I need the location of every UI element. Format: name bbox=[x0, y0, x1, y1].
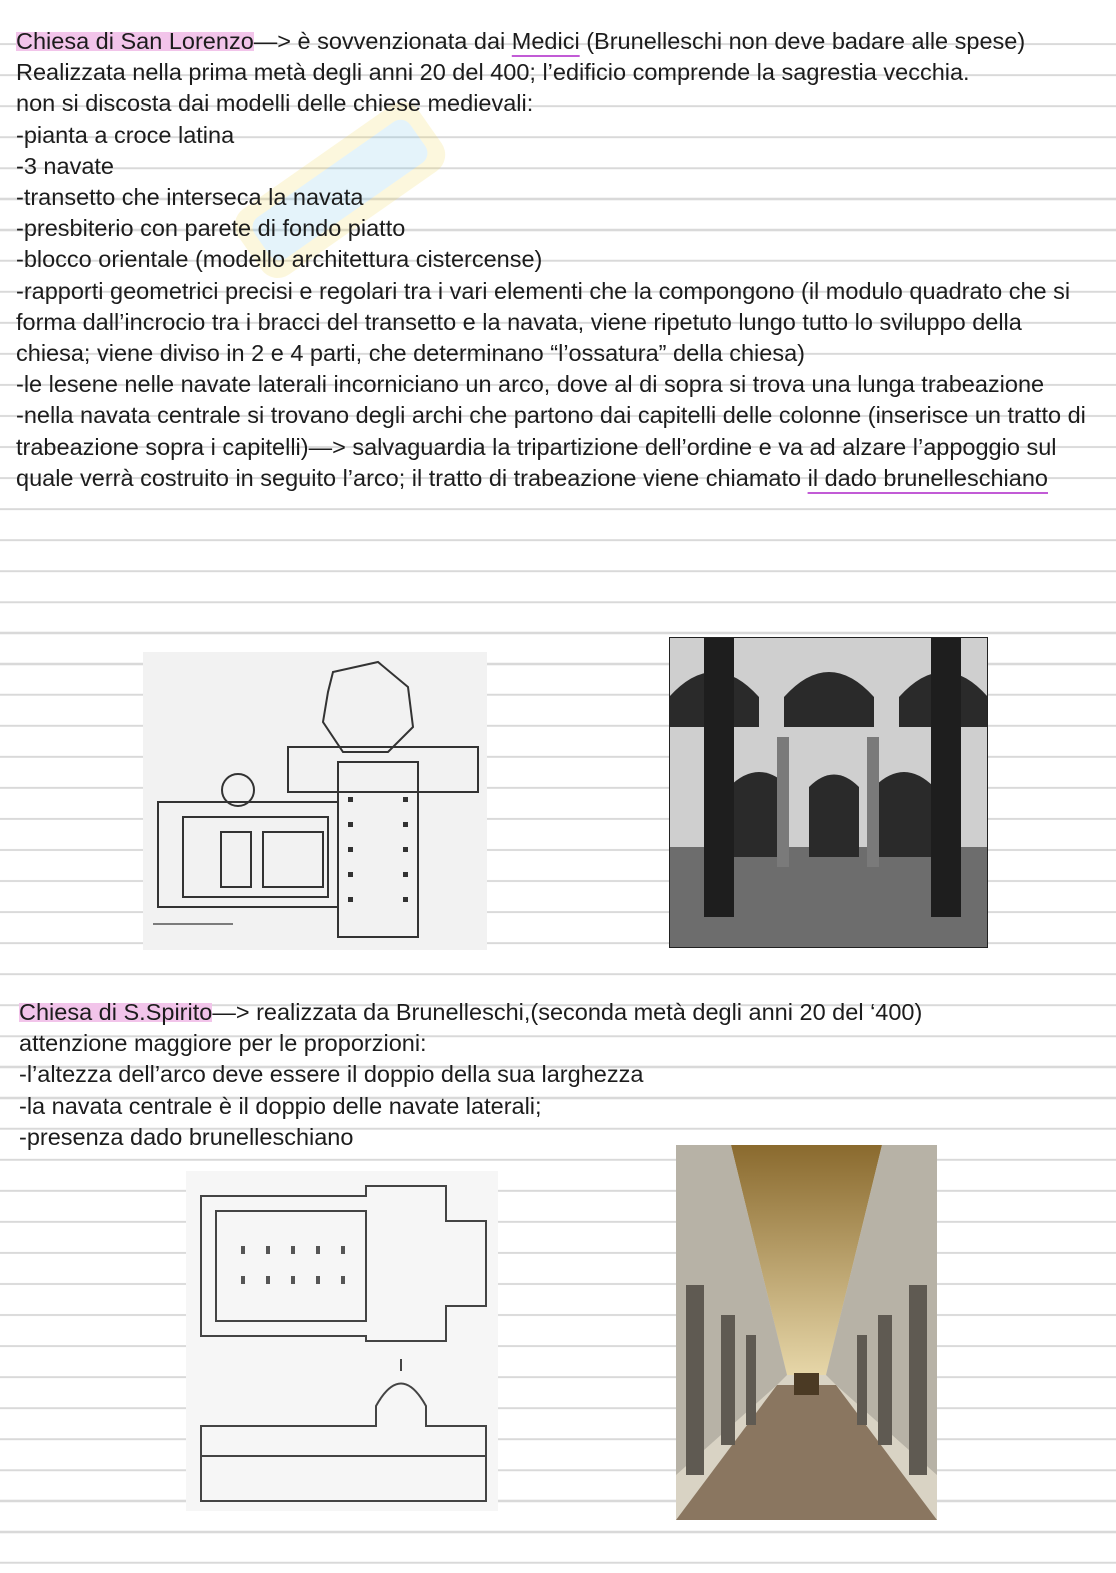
section-title: Chiesa di San Lorenzo—> è sovvenzionata dai Medici (Brunelleschi non deve badare alle spese) bbox=[16, 28, 1026, 54]
san-lorenzo-interior-photo bbox=[669, 637, 988, 948]
santo-spirito-plan-image bbox=[186, 1171, 498, 1511]
list-item: -l’altezza dell’arco deve essere il doppio della sua larghezza bbox=[19, 1061, 644, 1088]
list-item: -blocco orientale (modello architettura cistercense) bbox=[16, 246, 543, 273]
list-item: -presenza dado brunelleschiano bbox=[19, 1123, 354, 1150]
list-item: -le lesene nelle navate laterali incorniciano un arco, dove al di sopra si trova una lunga trabeazione bbox=[16, 371, 1045, 398]
text-line: Realizzata nella prima metà degli anni 20 del 400; l’edificio comprende la sagrestia vecchia. bbox=[16, 59, 970, 86]
santo-spirito-interior-photo bbox=[676, 1145, 937, 1520]
list-item: -la navata centrale è il doppio delle navate laterali; bbox=[19, 1092, 542, 1119]
text-line: attenzione maggiore per le proporzioni: bbox=[19, 1030, 427, 1057]
list-item: -3 navate bbox=[16, 152, 114, 179]
dado-underlined: il dado brunelleschiano bbox=[807, 464, 1048, 491]
list-item: -transetto che interseca la navata bbox=[16, 184, 364, 211]
medici-underlined: Medici bbox=[511, 28, 580, 54]
title-highlight: Chiesa di San Lorenzo bbox=[16, 28, 254, 54]
section-san-lorenzo bbox=[16, 26, 1098, 494]
text-line: non si discosta dai modelli delle chiese medievali: bbox=[16, 90, 534, 117]
list-item: -pianta a croce latina bbox=[16, 121, 235, 148]
san-lorenzo-plan-image bbox=[143, 652, 487, 950]
list-item: -presbiterio con parete di fondo piatto bbox=[16, 215, 406, 242]
section-title: Chiesa di S.Spirito—> realizzata da Brunelleschi,(seconda metà degli anni 20 del ‘400) bbox=[19, 999, 923, 1025]
list-item: -nella navata centrale si trovano degli archi che partono dai capitelli delle colonne (inserisce un tratto di trabeazione sopra i capitelli)—> salvaguardia la tripartizione dell’ordine e va ad alzare l’appoggio sul quale verrà costruito in seguito l’arco; il tratto di trabeazione viene chiamato il dado brunelleschiano bbox=[16, 402, 1086, 491]
section-santo-spirito bbox=[19, 997, 1098, 1153]
list-item: -rapporti geometrici precisi e regolari tra i vari elementi che la compongono (il modulo quadrato che si forma dall’incrocio tra i bracci del transetto e la navata, viene ripetuto lungo tutto lo sviluppo della chiesa; viene diviso in 2 e 4 parti, che determinano “l’ossatura” della chiesa) bbox=[16, 277, 1071, 367]
title-highlight: Chiesa di S.Spirito bbox=[19, 999, 213, 1025]
